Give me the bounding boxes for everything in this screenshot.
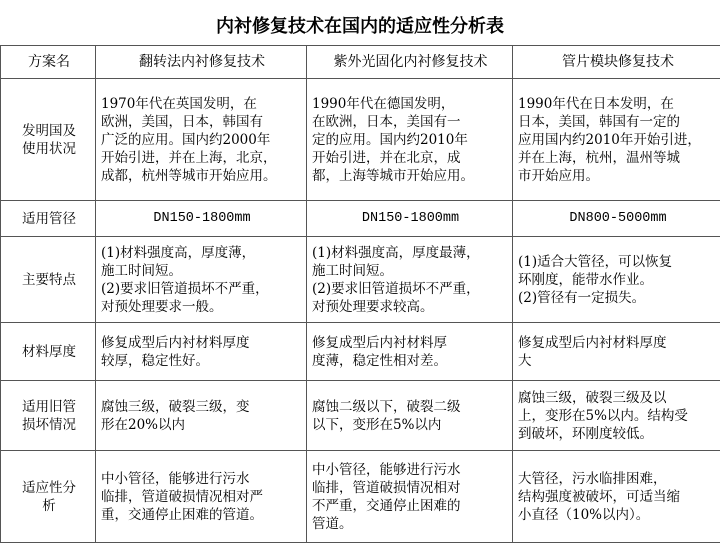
table-row [1, 323, 720, 381]
table-row [1, 79, 720, 201]
table-row [1, 201, 720, 237]
row-label: 发明国及 使用状况 [1, 79, 96, 201]
table-cell: 中小管径，能够进行污水 临排，管道破损情况相对 不严重，交通停止困难的 管道。 [307, 451, 513, 543]
row-label: 适用管径 [1, 201, 96, 237]
table-cell: 1970年代在英国发明，在 欧洲，美国，日本，韩国有 广泛的应用。国内约2000年 开始引进，并在上海，北京， 成都，杭州等城市开始应用。 [96, 79, 307, 201]
table-cell: DN800-5000mm [513, 201, 720, 237]
row-label: 适应性分 析 [1, 451, 96, 543]
row-label: 适用旧管 损坏情况 [1, 381, 96, 451]
table-cell: 1990年代在德国发明， 在欧洲，日本，美国有一 定的应用。国内约2010年 开始引进，并在北京，成 都，上海等城市开始应用。 [307, 79, 513, 201]
table-cell: 修复成型后内衬材料厚 度薄，稳定性相对差。 [307, 323, 513, 381]
row-label: 主要特点 [1, 237, 96, 323]
header-inversion: 翻转法内衬修复技术 [96, 46, 307, 79]
table-row [1, 237, 720, 323]
table-cell: 修复成型后内衬材料厚度 大 [513, 323, 720, 381]
table-title: 内衬修复技术在国内的适应性分析表 [0, 12, 720, 38]
table-cell: 腐蚀三级，破裂三级，变 形在20%以内 [96, 381, 307, 451]
table-cell: 中小管径，能够进行污水 临排，管道破损情况相对严 重，交通停止困难的管道。 [96, 451, 307, 543]
header-scheme: 方案名 [1, 46, 96, 79]
table-cell: 修复成型后内衬材料厚度 较厚，稳定性好。 [96, 323, 307, 381]
table-cell: DN150-1800mm [307, 201, 513, 237]
table-cell: DN150-1800mm [96, 201, 307, 237]
table-cell: (1)适合大管径，可以恢复 环刚度，能带水作业。 (2)管径有一定损失。 [513, 237, 720, 323]
header-uv-cured: 紫外光固化内衬修复技术 [307, 46, 513, 79]
row-label: 材料厚度 [1, 323, 96, 381]
table-header-row [1, 46, 720, 79]
header-segment: 管片模块修复技术 [513, 46, 720, 79]
adaptability-table [0, 45, 720, 543]
table-cell: (1)材料强度高，厚度最薄， 施工时间短。 (2)要求旧管道损坏不严重， 对预处理要求较高。 [307, 237, 513, 323]
table-cell: 腐蚀二级以下，破裂二级 以下，变形在5%以内 [307, 381, 513, 451]
table-cell: (1)材料强度高，厚度薄， 施工时间短。 (2)要求旧管道损坏不严重， 对预处理要求一般。 [96, 237, 307, 323]
table-cell: 1990年代在日本发明，在 日本，美国，韩国有一定的 应用国内约2010年开始引进， 并在上海，杭州，温州等城 市开始应用。 [513, 79, 720, 201]
table-cell: 腐蚀三级，破裂三级及以 上，变形在5%以内。结构受 到破坏，环刚度较低。 [513, 381, 720, 451]
table-row [1, 381, 720, 451]
table-cell: 大管径，污水临排困难， 结构强度被破坏，可适当缩 小直径（10%以内）。 [513, 451, 720, 543]
table-row [1, 451, 720, 543]
